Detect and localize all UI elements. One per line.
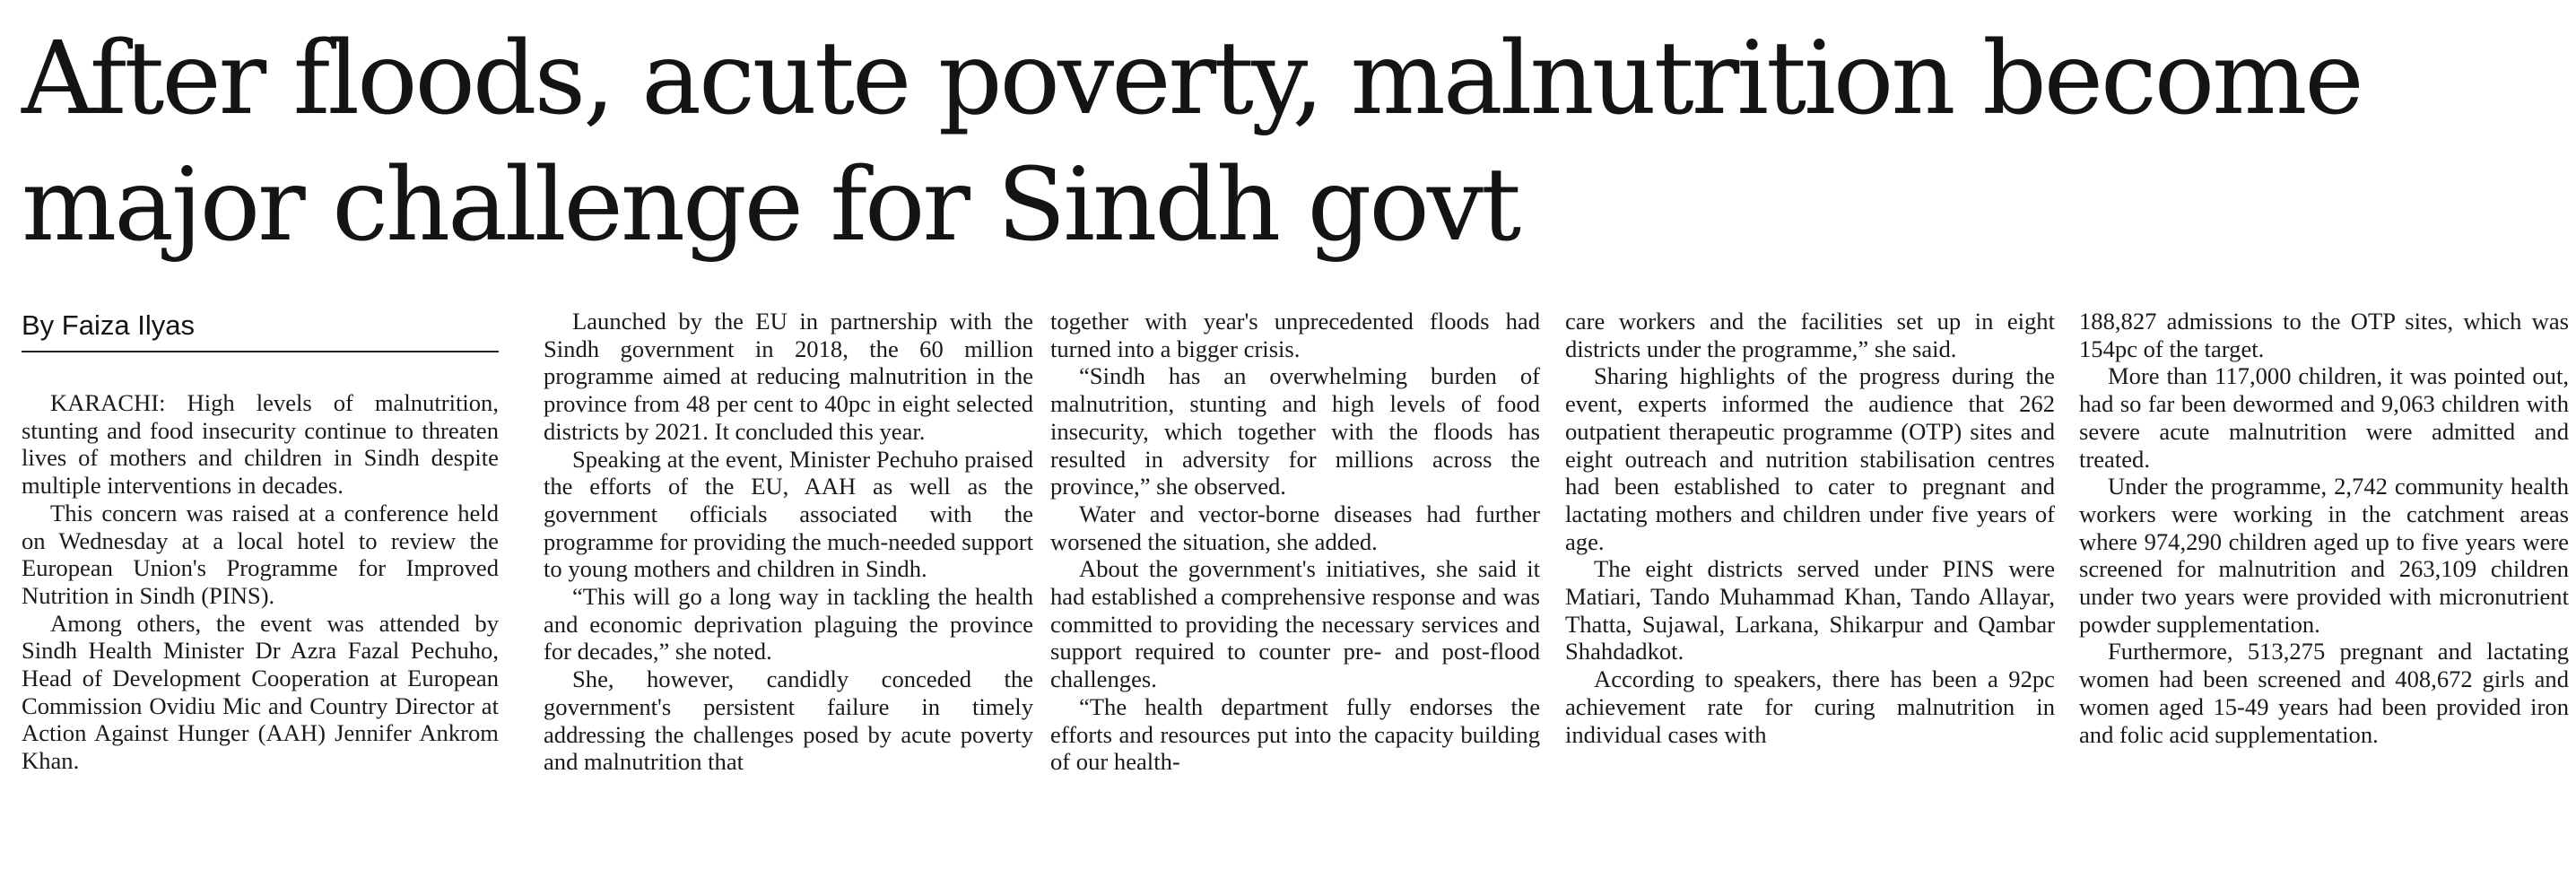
article-column-2 (544, 308, 1033, 776)
article-column-1 (22, 389, 499, 775)
paragraph: According to speakers, there has been a 92pc achievement rate for curing malnutrition in individual cases with (1565, 665, 2055, 748)
article-column-5 (2079, 308, 2569, 748)
byline: By Faiza Ilyas (22, 308, 499, 352)
paragraph: Sharing highlights of the progress during the event, experts informed the audience that 262 outpatient therapeutic programme (OTP) sites and eight outreach and nutrition stabilisation centres had been established to cater to pregnant and lactating mothers and children under five years of age. (1565, 362, 2055, 555)
paragraph: Furthermore, 513,275 pregnant and lactating women had been screened and 408,672 girls and women aged 15-49 years had been provided iron and folic acid supplementation. (2079, 638, 2569, 748)
article-column-4 (1565, 308, 2055, 748)
paragraph: KARACHI: High levels of malnutrition, stunting and food insecurity continue to threaten lives of mothers and children in Sindh despite multiple interventions in decades. (22, 389, 499, 500)
paragraph: About the government's initiatives, she said it had established a comprehensive response and was committed to providing the necessary services and support required to counter pre- and post-flood challenges. (1050, 555, 1540, 693)
paragraph-continued: care workers and the facilities set up in eight districts under the programme,” she said. (1565, 308, 2055, 362)
paragraph: “This will go a long way in tackling the health and economic deprivation plaguing the province for decades,” she noted. (544, 583, 1033, 665)
paragraph: Water and vector-borne diseases had further worsened the situation, she added. (1050, 500, 1540, 555)
paragraph-continued: together with year's unprecedented floods had turned into a bigger crisis. (1050, 308, 1540, 362)
headline (22, 16, 2560, 269)
paragraph: “The health department fully endorses the efforts and resources put into the capacity building of our health- (1050, 692, 1540, 776)
paragraph: Speaking at the event, Minister Pechuho praised the efforts of the EU, AAH as well as the government officials associated with the programme for providing the much-needed support to young mothers and children in Sindh. (544, 445, 1033, 583)
paragraph: Under the programme, 2,742 community health workers were working in the catchment areas where 974,290 children aged up to five years were screened for malnutrition and 263,109 children under two years were provided with micronutrient powder supplementation. (2079, 473, 2569, 638)
article-column-3 (1050, 308, 1540, 776)
paragraph: Launched by the EU in partnership with the Sindh government in 2018, the 60 million programme aimed at reducing malnutrition in the province from 48 per cent to 40pc in eight selected districts by 2021. It concluded this year. (544, 308, 1033, 445)
headline-line-1: After floods, acute poverty, malnutrition become (22, 21, 2362, 137)
paragraph: Among others, the event was attended by Sindh Health Minister Dr Azra Fazal Pechuho, Head of Development Cooperation at European Commission Ovidiu Mic and Country Director at Action Against Hunger (AAH) Jennifer Ankrom Khan. (22, 609, 499, 775)
paragraph: This concern was raised at a conference held on Wednesday at a local hotel to review the European Union's Programme for Improved Nutrition in Sindh (PINS). (22, 499, 499, 609)
paragraph: The eight districts served under PINS were Matiari, Tando Muhammad Khan, Tando Allayar, Thatta, Sujawal, Larkana, Shikarpur and Qambar Shahdadkot. (1565, 555, 2055, 665)
paragraph-continued: 188,827 admissions to the OTP sites, which was 154pc of the target. (2079, 308, 2569, 362)
headline-line-2: major challenge for Sindh govt (22, 147, 1519, 264)
paragraph: More than 117,000 children, it was pointed out, had so far been dewormed and 9,063 children with severe acute malnutrition were admitted and treated. (2079, 362, 2569, 473)
paragraph: She, however, candidly conceded the government's persistent failure in timely addressing the challenges posed by acute poverty and malnutrition that (544, 665, 1033, 776)
paragraph: “Sindh has an overwhelming burden of malnutrition, stunting and high levels of food insecurity, which together with the floods has resulted in adversity for millions across the province,” she observed. (1050, 362, 1540, 500)
